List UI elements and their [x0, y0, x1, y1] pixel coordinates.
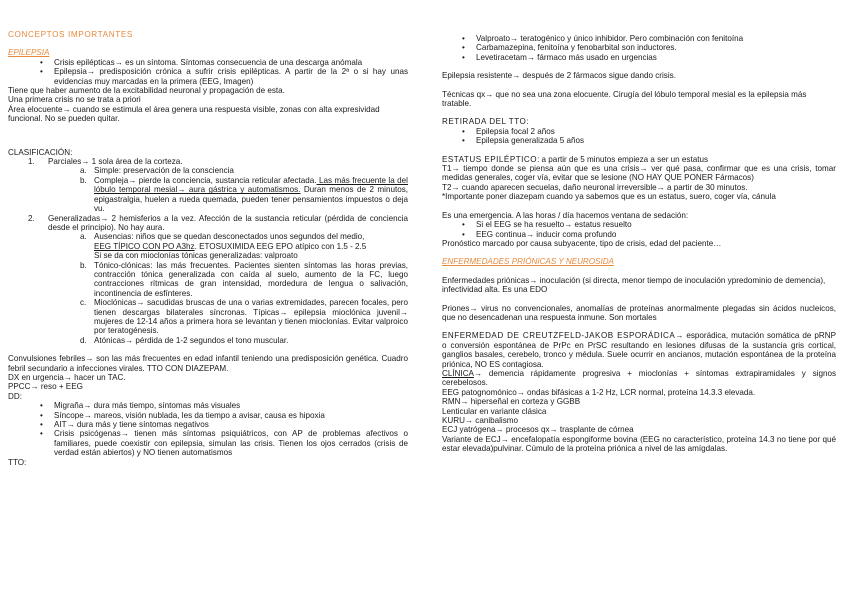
text-line: T2→ cuando aparecen secuelas, daño neuronal irreversible→ a partir de 30 minutos.	[442, 182, 748, 192]
list-text: Generalizadas→ 2 hemisferios a la vez. Afección de la sustancia reticular (pérdida de conciencia desde el principio). No hay aura.	[48, 213, 408, 232]
list-item-continued: Si se da con mioclonías tónicas generalizadas: valproato	[94, 251, 298, 261]
text-line: RMN→ hiperseñal en corteza y GGBB	[442, 397, 581, 407]
list-item: • Migraña→ dura más tiempo, síntomas más visuales	[8, 401, 408, 410]
ecj-text: → esporádica, mutación somática de pRNP o conversión espontánea de PrPc en PrSC resultando en lesiones difusas de la sustancia gris cortical, ganglios basales, cerebelo, tronco y médula. Suele ocurrir en ancianos, mutación espontánea de la proteína priónica, NO ES contagiosa.	[442, 331, 836, 369]
list-number: b.	[80, 175, 87, 185]
text-line: Área elocuente→ cuando se estimula el área genera una respuesta visible, zonas con alta expresividad funcional. No se pueden quitar.	[8, 104, 380, 124]
list-item: • EEG continua→ inducir coma profundo	[442, 230, 836, 239]
list-number: c.	[80, 298, 87, 308]
list-text: . ETOSUXIMIDA EEG EPO atípico con 1.5 - 2.5	[194, 241, 367, 251]
list-item: • Si el EEG se ha resuelto→ estatus resuelto	[442, 220, 836, 229]
retirada-list	[442, 127, 836, 146]
estatus-line	[442, 155, 836, 164]
list-item	[8, 176, 408, 214]
list-text: Tónico-clónicas: las más frecuentes. Pacientes sienten síntomas las horas previas, contracción tónica generalizada con caída al suelo, aumento de la FC, luego contracciones rítmicas de gran intensidad, mordedura de lengua o salivación, incontinencia de esfínteres.	[94, 260, 408, 298]
list-text: Ausencias: niños que se quedan desconectados unos segundos del medio,	[94, 232, 365, 242]
list-item	[8, 214, 408, 233]
text-line: T1→ tiempo donde se piensa aún que es una crisis→ ver qué pasa, confirmar que es una crisis, tomar medidas generales, coger vía, evitar que se lesione (NO HAY QUE PONER Fármacos)	[442, 164, 836, 183]
list-item: • Carbamazepina, fenitoína y fenobarbital son inductores.	[442, 43, 836, 52]
list-text: Parciales→ 1 sola área de la corteza.	[48, 157, 183, 167]
tto-list	[442, 34, 836, 62]
clinica-heading: CLÍNICA	[442, 368, 474, 378]
list-item: • Epilepsia→ predisposición crónica a sufrir crisis epilépticas. A partir de la 2ª o si hay unas evidencias muy marcadas en la primera (EEG, Imagen)	[8, 67, 408, 86]
text-line: Técnicas qx→ que no sea una zona elocuente. Cirugía del lóbulo temporal mesial es la epilepsia más tratable.	[442, 89, 807, 109]
list-item: • Epilepsia focal 2 años	[442, 127, 836, 136]
list-number: a.	[80, 232, 87, 242]
list-number: 2.	[28, 213, 35, 223]
list-text: Mioclónicas→ sacudidas bruscas de una o varias extremidades, parecen focales, pero tienen descargas bilaterales síncronas. Típicas→ epilepsia mioclónica juvenil→ mujeres de 12-14 años a primera hora se levantan y tienen mioclonías. Evitar valproico por teratogénesis.	[94, 298, 408, 336]
list-text: Duran menos de 2 minutos, epigastralgia, huelen a rueda quemada, pueden tener pensamientos impuestos o deja vu.	[94, 185, 408, 214]
list-item	[8, 232, 408, 251]
clasificacion-list	[8, 157, 408, 345]
underlined-text: EEG TÍPICO CON PO A3hz	[94, 241, 195, 251]
list-item	[8, 157, 408, 166]
list-item: • Crisis psicógenas→ tienen más síntomas psiquiátricos, con AP de problemas afectivos o familiares, puede coexistir con epilepsia, simulan las crisis. Tienen los ojos cerrados (crisis de verdad están abiertos) y NO tienen automatismos	[8, 429, 408, 457]
list-number: d.	[80, 335, 87, 345]
clinica-paragraph	[442, 369, 836, 388]
ecj-paragraph	[442, 331, 836, 369]
text-line: Priones→ virus no convencionales, anomalías de proteínas anormalmente plegadas sin ácidos nucleicos, que no desencadenan una respuesta inmune. Son mortales	[442, 303, 836, 322]
epilepsia-heading: EPILEPSIA	[8, 48, 50, 58]
text-line: Pronóstico marcado por causa subyacente, tipo de crisis, edad del paciente…	[442, 238, 722, 248]
list-number: b.	[80, 260, 87, 270]
underlined-text: Las más frecuente la del lóbulo temporal mesial→ aura gástrica y automatismos.	[94, 175, 408, 195]
list-text: Simple: preservación de la consciencia	[94, 166, 234, 176]
list-item: • AIT→ dura más y tiene síntomas negativos	[8, 420, 408, 429]
left-column	[8, 30, 408, 467]
clasificacion-heading: CLASIFICACIÓN:	[8, 147, 73, 157]
estatus-text: : a partir de 5 minutos empieza a ser un estatus	[537, 154, 709, 164]
list-number: 1.	[28, 157, 35, 167]
list-item: • Síncope→ mareos, visión nublada, les da tiempo a avisar, causa es hipoxia	[8, 411, 408, 420]
list-text: Compleja→ pierde la conciencia, sustancia reticular afectada.	[94, 175, 317, 185]
page-title: CONCEPTOS IMPORTANTES	[8, 30, 133, 39]
list-item	[8, 166, 408, 175]
text-line: TTO:	[8, 457, 27, 467]
retirada-heading: RETIRADA DEL TTO:	[442, 117, 530, 127]
list-item: • Epilepsia generalizada 5 años	[442, 136, 836, 145]
list-text: Atónicas→ pérdida de 1-2 segundos el tono muscular.	[94, 335, 289, 345]
text-line: Una primera crisis no se trata a priori	[8, 95, 141, 105]
text-line: KURU→ canibalismo	[442, 416, 519, 425]
list-item	[8, 298, 408, 336]
text-line: DD:	[8, 391, 22, 401]
epilepsia-list	[8, 58, 408, 86]
convulsiones-paragraph: Convulsiones febriles→ son las más frecuentes en edad infantil teniendo una predisposición genética. Cuadro febril secundario a infecciones virales. TTO CON DIAZEPAM.	[8, 354, 408, 373]
text-line: Lenticular en variante clásica	[442, 406, 547, 416]
list-item: • Valproato→ teratogénico y único inhibidor. Pero combinación con fenitoína	[442, 34, 836, 43]
text-line: *Importante poner diazepam cuando ya sabemos que es un estatus, suero, coger vía, cánula	[442, 192, 776, 202]
list-item	[8, 336, 408, 345]
estatus-heading: ESTATUS EPILÉPTICO	[442, 154, 538, 164]
dd-list	[8, 401, 408, 457]
list-item: • Crisis epilépticas→ es un síntoma. Síntomas consecuencia de una descarga anómala	[8, 58, 408, 67]
text-line: ECJ yatrógena→ procesos qx→ trasplante de córnea	[442, 425, 634, 435]
right-column	[442, 34, 836, 454]
text-line: Enfermedades priónicas→ inoculación (si directa, menor tiempo de inoculación ypredominio de demencia), infectividad alta. Es una EDO	[442, 275, 826, 295]
ecj-heading: ENFERMEDAD DE CREUTZFELD-JAKOB ESPORÁDICA	[442, 331, 676, 341]
list-item: • Levetiracetam→ fármaco más usado en urgencias	[442, 53, 836, 62]
text-line: DX en urgencia→ hacer un TAC.	[8, 373, 126, 382]
text-line: Tiene que haber aumento de la excitabilidad neuronal y propagación de esta.	[8, 86, 285, 96]
clinica-text: → demencia rápidamente progresiva + mioclonías + síntomas extrapiramidales y signos cerebelosos.	[442, 368, 836, 388]
text-line: PPCC→ reso + EEG	[8, 382, 83, 392]
list-item	[8, 261, 408, 299]
emergencia-list	[442, 220, 836, 239]
text-line: Es una emergencia. A las horas / día hacemos ventana de sedación:	[442, 210, 689, 220]
text-line: Epilepsia resistente→ después de 2 fármacos sigue dando crisis.	[442, 71, 676, 81]
text-line: EEG patognomónico→ ondas bifásicas a 1-2 Hz, LCR normal, proteína 14.3.3 elevada.	[442, 387, 756, 397]
prion-heading: ENFERMEDADES PRIÓNICAS Y NEUROSIDA	[442, 257, 614, 267]
list-number: a.	[80, 166, 87, 176]
text-line: Variante de ECJ→ encefalopatía espongiforme bovina (EEG no característico, proteína 14.3 no tiene por qué estar elevada)pulvinar. Cúmulo de la proteína priónica a nivel de las amígdalas.	[442, 434, 836, 454]
